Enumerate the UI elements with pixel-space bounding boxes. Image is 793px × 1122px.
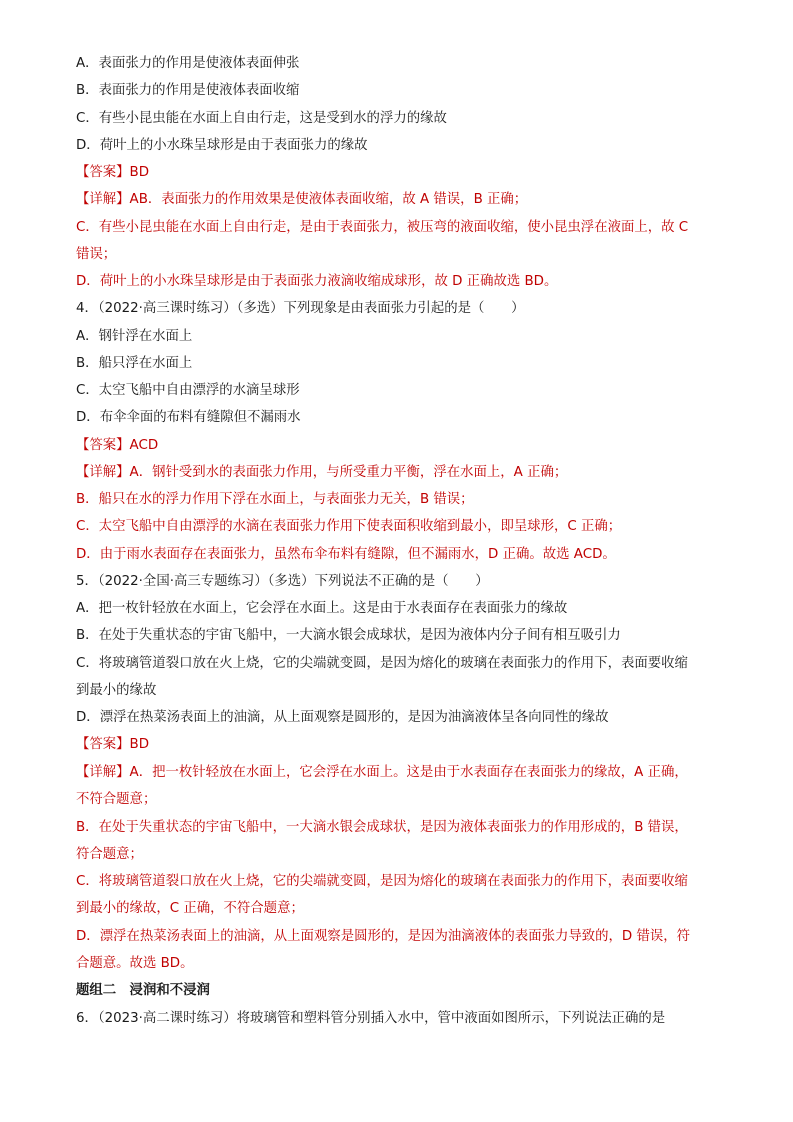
text-line: D．布伞伞面的布料有缝隙但不漏雨水: [76, 410, 301, 425]
text-line: 5．（2022·全国·高三专题练习）（多选）下列说法不正确的是（ ）: [76, 574, 489, 589]
text-line: 4．（2022·高三课时练习）（多选）下列现象是由表面张力引起的是（ ）: [76, 301, 525, 316]
text-line: C．有些小昆虫能在水面上自由行走，是由于表面张力，被压弯的液面收缩，使小昆虫浮在液面上，故 C: [76, 220, 689, 235]
text-line: 到最小的缘故，C 正确，不符合题意；: [76, 901, 304, 916]
text-line: D．荷叶上的小水珠呈球形是由于表面张力液滴收缩成球形，故 D 正确故选 BD。: [76, 274, 558, 289]
text-line: B．在处于失重状态的宇宙飞船中，一大滴水银会成球状，是因为液体内分子间有相互吸引力: [76, 628, 621, 643]
text-line: 到最小的缘故: [76, 683, 157, 698]
text-line: B．表面张力的作用是使液体表面收缩: [76, 83, 300, 98]
text-line: 【答案】ACD: [76, 438, 159, 453]
text-line: B．船只在水的浮力作用下浮在水面上，与表面张力无关，B 错误；: [76, 492, 474, 507]
text-line: C．有些小昆虫能在水面上自由行走，这是受到水的浮力的缘故: [76, 111, 447, 126]
text-line: B．在处于失重状态的宇宙飞船中，一大滴水银会成球状，是因为液体表面张力的作用形成的，B 错误，: [76, 820, 688, 835]
text-line: C．太空飞船中自由漂浮的水滴呈球形: [76, 383, 300, 398]
text-line: D．荷叶上的小水珠呈球形是由于表面张力的缘故: [76, 138, 368, 153]
text-line: 【答案】BD: [76, 737, 150, 752]
text-line: C．太空飞船中自由漂浮的水滴在表面张力作用下使表面积收缩到最小，即呈球形，C 正确；: [76, 519, 622, 534]
text-line: 【答案】BD: [76, 165, 150, 180]
text-line: D．漂浮在热菜汤表面上的油滴，从上面观察是圆形的，是因为油滴液体的表面张力导致的，D 错误，符: [76, 929, 691, 944]
text-line: 【详解】AB．表面张力的作用效果是使液体表面收缩，故 A 错误，B 正确；: [76, 192, 528, 207]
text-line: C．将玻璃管道裂口放在火上烧，它的尖端就变圆，是因为熔化的玻璃在表面张力的作用下，表面要收缩: [76, 656, 688, 671]
text-line: A．表面张力的作用是使液体表面伸张: [76, 56, 300, 71]
text-line: C．将玻璃管道裂口放在火上烧，它的尖端就变圆，是因为熔化的玻璃在表面张力的作用下，表面要收缩: [76, 874, 688, 889]
text-line: 符合题意；: [76, 847, 143, 862]
text-line: 合题意。故选 BD。: [76, 956, 194, 971]
text-line: 错误；: [76, 247, 117, 262]
text-line: 6．（2023·高二课时练习）将玻璃管和塑料管分别插入水中，管中液面如图所示，下列说法正确的是: [76, 1011, 666, 1026]
text-line: D．由于雨水表面存在表面张力，虽然布伞布料有缝隙，但不漏雨水，D 正确。故选 ACD。: [76, 547, 616, 562]
text-line: D．漂浮在热菜汤表面上的油滴，从上面观察是圆形的，是因为油滴液体呈各向同性的缘故: [76, 710, 609, 725]
text-line: 【详解】A．把一枚针轻放在水面上，它会浮在水面上。这是由于水表面存在表面张力的缘故，A 正确，: [76, 765, 688, 780]
text-line: B．船只浮在水面上: [76, 356, 193, 371]
text-line: 【详解】A．钢针受到水的表面张力作用，与所受重力平衡，浮在水面上，A 正确；: [76, 465, 568, 480]
text-line: A．钢针浮在水面上: [76, 329, 193, 344]
text-line: 不符合题意；: [76, 792, 157, 807]
section-heading: 题组二 浸润和不浸润: [76, 983, 210, 998]
text-line: A．把一枚针轻放在水面上，它会浮在水面上。这是由于水表面存在表面张力的缘故: [76, 601, 568, 616]
